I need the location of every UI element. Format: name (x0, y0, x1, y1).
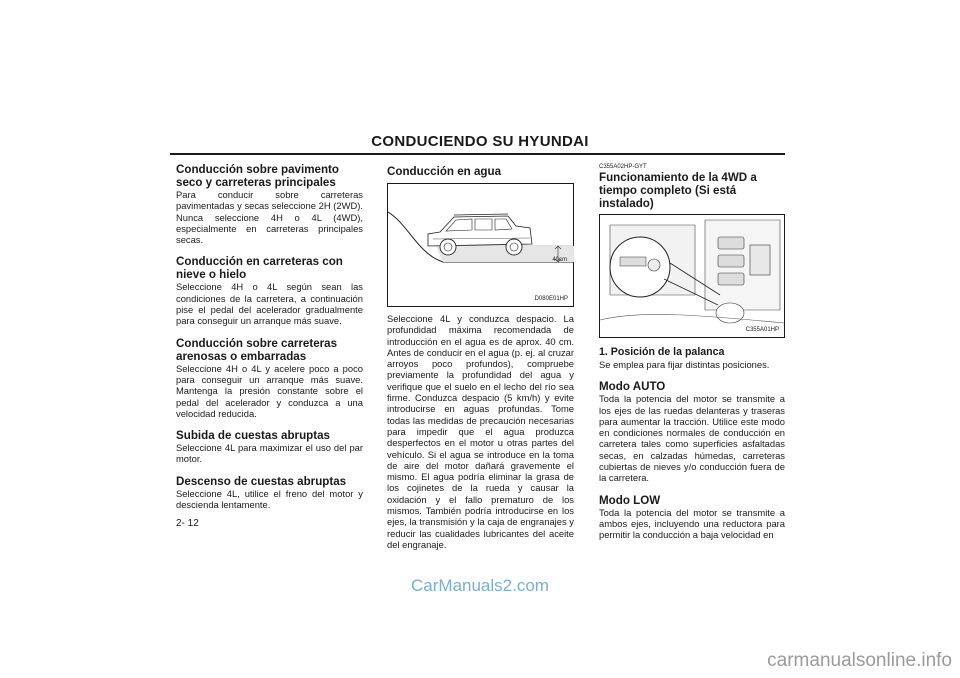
section-heading: Conducción sobre carreteras arenosas o embarradas (176, 336, 338, 363)
figure-code: D080E01HP (534, 296, 568, 302)
section-body: Seleccione 4H o 4L y acelere poco a poco para conseguir un arranque más suave. Mantenga la presión constante sobre el pedal del acelerador y conduzca a una velocidad reducida. (176, 362, 363, 419)
column-left (176, 163, 363, 520)
section-body: Para conducir sobre carreteras pavimentadas y secas seleccione 2H (2WD). Nunca seleccione 4H o 4L (4WD), especialmente en carreteras principales secas. (176, 189, 363, 246)
water-driving-figure (387, 183, 574, 307)
suv-in-water-illustration (388, 184, 574, 306)
section-body: Toda la potencia del motor se transmite a ambos ejes, incluyendo una reductora para permitir la conducción a baja velocidad en (599, 506, 785, 541)
section-heading: Funcionamiento de la 4WD a tiempo completo (Si está instalado) (599, 171, 757, 210)
section-heading: Conducción sobre pavimento seco y carreteras principales (176, 163, 339, 189)
section-body: Seleccione 4H o 4L según sean las condiciones de la carretera, a continuación pise el pedal del acelerador gradualmente para conseguir un arranque más suave. (176, 281, 363, 327)
section-body: Seleccione 4L para maximizar el uso del par motor. (176, 442, 363, 465)
figure-code: C355A01HP (745, 327, 779, 333)
section-heading: Descenso de cuestas abruptas (176, 474, 347, 488)
section-code: C355A02HP-GYT (599, 164, 647, 170)
4wd-switch-figure (599, 214, 785, 338)
section-heading: Subida de cuestas abruptas (176, 429, 330, 443)
section-body: Se emplea para fijar distintas posiciones. (599, 359, 770, 370)
section-body: Seleccione 4L, utilice el freno del motor y descienda lentamente. (176, 487, 363, 511)
page-number: 2- 12 (176, 518, 199, 529)
section-heading: 1. Posición de la palanca (599, 346, 725, 358)
column-middle (387, 165, 574, 560)
footer-brand-link[interactable]: carmanualsonline.info (767, 650, 952, 671)
depth-label: 40cm (552, 257, 567, 263)
page-title: CONDUCIENDO SU HYUNDAI (371, 133, 589, 150)
column-right (599, 163, 785, 551)
title-rule (170, 153, 785, 155)
section-body: Toda la potencia del motor se transmite a los ejes de las ruedas delanteras y traseras para aumentar la tracción. Utilice este modo en condiciones normales de conducción en carretera tales como superficies asfaltadas secas, en calzadas húmedas, carreteras cubiertas de nieves y/o conducción fuera de la carretera. (599, 393, 785, 484)
section-heading: Modo LOW (599, 493, 661, 507)
4wd-console-illustration (600, 215, 784, 337)
section-heading: Conducción en agua (387, 165, 502, 178)
watermark-link[interactable]: CarManuals2.com (411, 576, 549, 595)
section-body: Seleccione 4L y conduzca despacio. La profundidad máxima recomendada de introducción en el agua es de aprox. 40 cm. Antes de conducir en el agua (p. ej. al cruzar arroyos poco profundos), compruebe previamente la profundidad del agua y verifique que el suelo en el lecho del río sea firme. Conduzca despacio (5 km/h) y evite introducirse en aguas profundas. Tome todas las medidas de precaución necesarias para impedir que el agua produzca desperfectos en el motor u otras partes del vehículo. Si el agua se introduce en la toma de aire del motor dañará gravemente el mismo. El agua podría eliminar la grasa de los cojinetes de la rueda y causar la oxidación y el fallo prematuro de los mismos. También podría introducirse en los ejes, la transmisión y la caja de engranajes y reducir las cualidades lubricantes del aceite del engranaje. (387, 313, 574, 550)
section-heading: Conducción en carreteras con nieve o hielo (176, 255, 343, 282)
section-heading: Modo AUTO (599, 380, 666, 394)
